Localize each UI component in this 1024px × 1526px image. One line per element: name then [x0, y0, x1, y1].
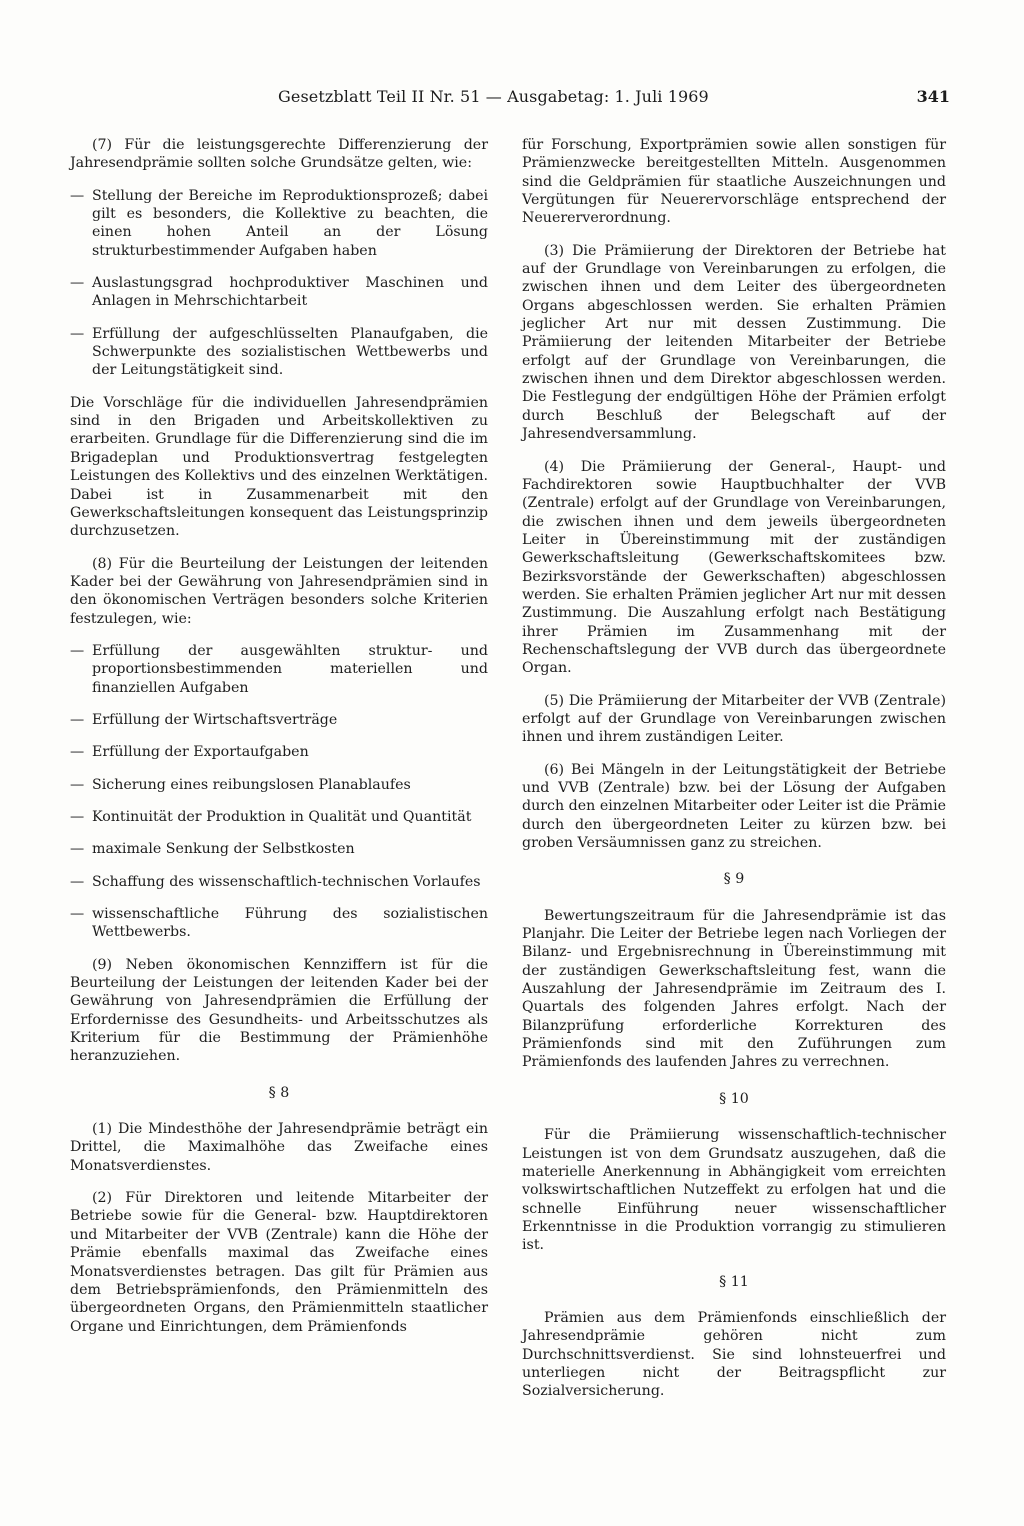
- list-item: [70, 274, 488, 311]
- dash-bullet: —: [70, 744, 85, 761]
- list-item-text: Erfüllung der ausgewählten struktur- und proportionsbestimmenden materiellen und finanziellen Aufgaben: [92, 642, 488, 696]
- paragraph-7-continuation: Die Vorschläge für die individuellen Jahresendprämien sind in den Brigaden und Arbeitskollektiven zu erarbeiten. Grundlage für die Differenzierung sind die im Brigadeplan und Produktionsvertrag festgelegten Leistungen des Kollektivs und des einzelnen Werktätigen. Dabei ist in Zusammenarbeit mit den Gewerkschaftsleitungen konsequent das Leistungsprinzip durchzusetzen.: [70, 394, 488, 540]
- list-item: [70, 187, 488, 260]
- left-column: [70, 136, 488, 1338]
- section-8-paragraph-6: (6) Bei Mängeln in der Leitungstätigkeit der Betriebe und VVB (Zentrale) bzw. bei der Lösung der Aufgaben durch den einzelnen Mitarbeiter oder Leiter ist die Prämie durch den übergeordneten Leiter zu kürzen bzw. bei groben Versäumnissen ganz zu streichen.: [522, 761, 946, 852]
- list-item: [70, 325, 488, 380]
- section-8-paragraph-2: (2) Für Direktoren und leitende Mitarbeiter der Betriebe sowie für die General- bzw. Hauptdirektoren und Mitarbeiter der VVB (Zentrale) kann die Höhe der Prämie ebenfalls maximal das Zweifache eines Monatsverdienstes betragen. Das gilt für Prämien aus dem Betriebsprämienfonds, den Prämienmitteln des übergeordneten Organs, den Prämienmitteln staatlicher Organe und Einrichtungen, dem Prämienfonds: [70, 1190, 488, 1335]
- dash-bullet: —: [70, 275, 85, 292]
- section-heading-11: § 11: [719, 1273, 749, 1290]
- list-item-text: Erfüllung der aufgeschlüsselten Planaufgaben, die Schwerpunkte des sozialistischen Wettbewerbs und der Leitungstätigkeit sind.: [92, 325, 488, 379]
- list-item: [70, 743, 488, 761]
- right-column: [522, 136, 946, 1415]
- section-8-paragraph-4: (4) Die Prämiierung der General-, Haupt- und Fachdirektoren sowie Hauptbuchhalter der VVB (Zentrale) erfolgt auf der Grundlage von Vereinbarungen, die zwischen ihnen und dem jeweils übergeordneten Leiter in Übereinstimmung mit der zuständigen Gewerkschaftsleitung (Gewerkschaftskomitees bzw. Bezirksvorstände der Gewerkschaften) abgeschlossen werden. Sie erhalten Prämien jeglicher Art nur mit dessen Zustimmung. Die Auszahlung erfolgt nach Bestätigung ihrer Prämien im Zusammenhang mit der Rechenschaftslegung der VVB durch das übergeordnete Organ.: [522, 458, 946, 677]
- paragraph-8-intro: (8) Für die Beurteilung der Leistungen der leitenden Kader bei der Gewährung von Jahresendprämien sind in den ökonomischen Verträgen besonders solche Kriterien festzulegen, wie:: [70, 555, 488, 627]
- list-item-text: maximale Senkung der Selbstkosten: [92, 841, 355, 858]
- list-item: [70, 905, 488, 942]
- dash-bullet: —: [70, 873, 85, 890]
- section-10-text: Für die Prämiierung wissenschaftlich-technischer Leistungen ist von dem Grundsatz auszugehen, daß die materielle Anerkennung in Abhängigkeit vom erreichten volkswirtschaftlichen Nutzeffekt zu erfolgen hat und die schnelle Einführung neuer wissenschaftlicher Erkenntnisse in die Produktion vorrangig zu stimulieren ist.: [522, 1127, 946, 1254]
- list-item-text: Stellung der Bereiche im Reproduktionsprozeß; dabei gilt es besonders, die Kollektive zu beachten, die einen hohen Anteil an der Lösung strukturbestimmender Aufgaben haben: [92, 187, 488, 259]
- paragraph-7-intro: (7) Für die leistungsgerechte Differenzierung der Jahresendprämie sollten solche Grundsätze gelten, wie:: [70, 137, 488, 172]
- page-header: [278, 85, 950, 109]
- dash-bullet: —: [70, 187, 85, 204]
- list-item-text: Auslastungsgrad hochproduktiver Maschinen und Anlagen in Mehrschichtarbeit: [92, 275, 488, 310]
- dash-bullet: —: [70, 808, 85, 825]
- page-number: 341: [916, 87, 950, 106]
- list-item: [70, 711, 488, 729]
- dash-bullet: —: [70, 642, 85, 659]
- criteria-list-7: [70, 187, 488, 380]
- section-9-text: Bewertungszeitraum für die Jahresendprämie ist das Planjahr. Die Leiter der Betriebe legen nach Vorliegen der Bilanz- und Ergebnisrechnung in Übereinstimmung mit der zuständigen Gewerkschaftsleitung fest, wann die Auszahlung der Jahresendprämie im Zeitraum des I. Quartals des folgenden Jahres erfolgt. Nach der Bilanzprüfung erforderliche Korrekturen des Prämienfonds sind mit den Zuführungen zum Prämienfonds des laufenden Jahres zu verrechnen.: [522, 907, 946, 1071]
- section-heading-10: § 10: [719, 1090, 749, 1107]
- list-item-text: Erfüllung der Wirtschaftsverträge: [92, 711, 338, 728]
- dash-bullet: —: [70, 776, 85, 793]
- list-item: [70, 776, 488, 794]
- list-item-text: Kontinuität der Produktion in Qualität und Quantität: [92, 808, 472, 825]
- section-heading-9: § 9: [723, 871, 745, 888]
- section-8-paragraph-3: (3) Die Prämiierung der Direktoren der Betriebe hat auf der Grundlage von Vereinbarungen zu erfolgen, die zwischen ihnen und dem Leiter des übergeordneten Organs abgeschlossen werden. Sie erhalten Prämien jeglicher Art nur mit dessen Zustimmung. Die Prämiierung der leitenden Mitarbeiter der Betriebe erfolgt auf der Grundlage von Vereinbarungen, die zwischen ihnen und dem Direktor abgeschlossen werden. Die Festlegung der endgültigen Höhe der Prämien erfolgt durch Beschluß der Belegschaft auf der Jahresendversammlung.: [522, 242, 946, 443]
- list-item-text: Schaffung des wissenschaftlich-technischen Vorlaufes: [92, 873, 481, 890]
- list-item-text: Sicherung eines reibungslosen Planablaufes: [92, 776, 411, 793]
- list-item-text: wissenschaftliche Führung des sozialistischen Wettbewerbs.: [92, 906, 488, 941]
- dash-bullet: —: [70, 711, 85, 728]
- section-8-paragraph-5: (5) Die Prämiierung der Mitarbeiter der VVB (Zentrale) erfolgt auf der Grundlage von Vereinbarungen zwischen ihnen und ihrem zuständigen Leiter.: [522, 692, 946, 746]
- list-item: [70, 642, 488, 697]
- dash-bullet: —: [70, 841, 85, 858]
- section-11-text: Prämien aus dem Prämienfonds einschließlich der Jahresendprämie gehören nicht zum Durchschnittsverdienst. Sie sind lohnsteuerfrei und unterliegen nicht der Beitragspflicht zur Sozialversicherung.: [522, 1309, 946, 1400]
- section-8-paragraph-2-continuation: für Forschung, Exportprämien sowie allen sonstigen für Prämienzwecke bereitgestellten Mitteln. Ausgenommen sind die Geldprämien für staatliche Auszeichnungen und Vergütungen für Neuerervorschläge entsprechend der Neuererverordnung.: [522, 137, 946, 227]
- dash-bullet: —: [70, 325, 85, 342]
- dash-bullet: —: [70, 906, 85, 922]
- header-title: Gesetzblatt Teil II Nr. 51 — Ausgabetag: 1. Juli 1969: [278, 87, 709, 106]
- list-item-text: Erfüllung der Exportaufgaben: [92, 744, 309, 761]
- section-heading-8: § 8: [268, 1084, 290, 1101]
- list-item: [70, 808, 488, 826]
- list-item: [70, 873, 488, 891]
- paragraph-9: (9) Neben ökonomischen Kennziffern ist für die Beurteilung der Leistungen der leitenden Kader bei der Gewährung von Jahresendprämien die Erfüllung der Erfordernisse des Gesundheits- und Arbeitsschutzes als Kriterium für die Bestimmung der Prämienhöhe heranzuziehen.: [70, 956, 488, 1065]
- criteria-list-8: [70, 642, 488, 942]
- section-8-paragraph-1: (1) Die Mindesthöhe der Jahresendprämie beträgt ein Drittel, die Maximalhöhe das Zweifache eines Monatsverdienstes.: [70, 1121, 488, 1174]
- list-item: [70, 840, 488, 858]
